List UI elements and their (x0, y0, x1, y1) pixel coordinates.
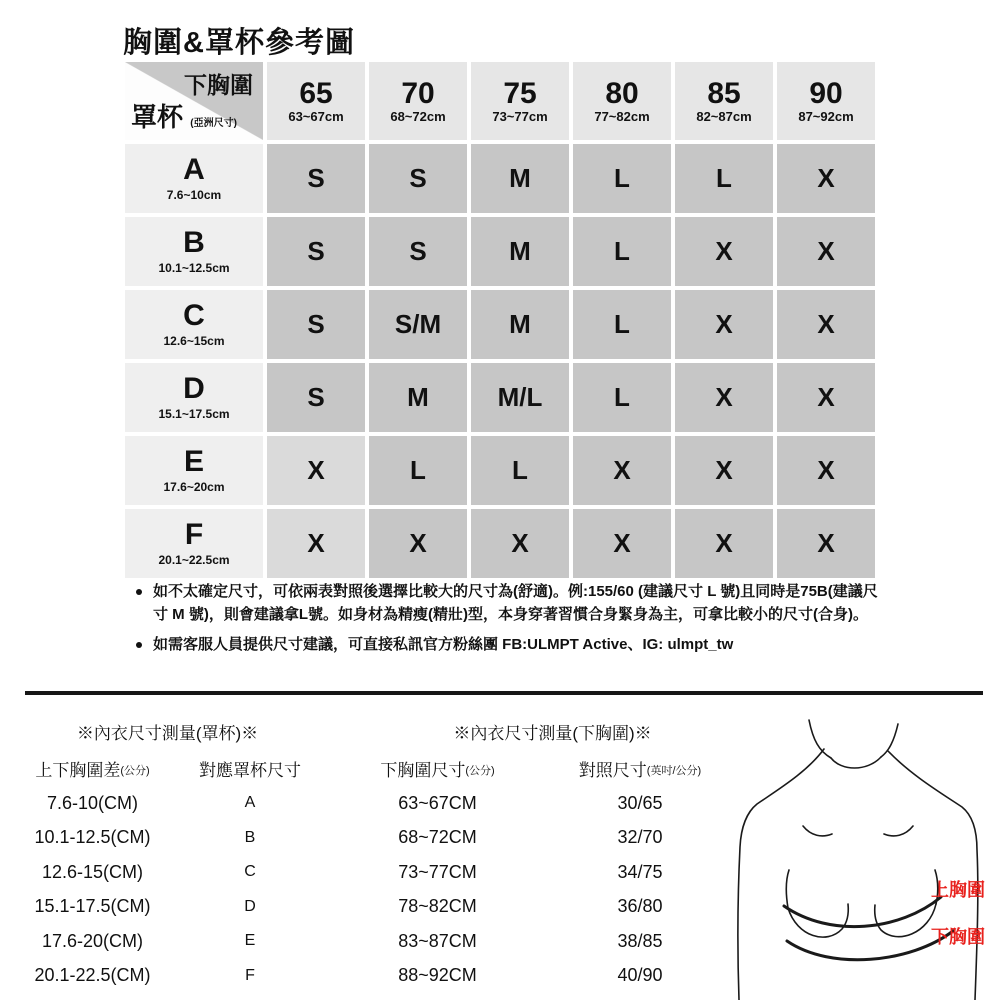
row-header-cup-b (125, 217, 263, 286)
cell-a-65: S (267, 144, 365, 213)
row-header-cup-c (125, 290, 263, 359)
cup-letter: E (183, 445, 204, 478)
cell-c-75: M (471, 290, 569, 359)
cup-value: F (245, 966, 255, 984)
cell-b-70: S (369, 217, 467, 286)
range-value: 63~67CM (398, 792, 477, 813)
bullet-dot (136, 589, 142, 595)
col-range: 77~82cm (594, 109, 650, 125)
notes-list (134, 581, 882, 665)
cup-axis-label (131, 97, 237, 134)
col-header-70 (369, 62, 467, 140)
header-text: 下胸圍尺寸 (380, 760, 466, 780)
underbust-axis-label: 下胸圍 (184, 72, 253, 98)
cell-a-85: L (675, 144, 773, 213)
col-size: 75 (503, 76, 537, 110)
col-size: 90 (809, 76, 843, 110)
cup-value: B (244, 828, 256, 846)
diff-value: 7.6-10(CM) (46, 792, 139, 813)
cup-value: C (244, 863, 256, 881)
range-value: 88~92CM (398, 965, 477, 986)
size-value: 38/85 (617, 930, 663, 951)
cup-value: A (244, 794, 256, 812)
col-header-85 (675, 62, 773, 140)
col-range: 63~67cm (288, 109, 344, 125)
col-header-75 (471, 62, 569, 140)
cell-f-75: X (471, 509, 569, 578)
cup-measure-table (10, 712, 325, 993)
cell-d-80: L (573, 363, 671, 432)
header-text: 對照尺寸 (578, 760, 647, 780)
size-value: 40/90 (617, 965, 663, 986)
note-text: 如需客服人員提供尺寸建議，可直接私訊官方粉絲團 FB:ULMPT Active、IG: ulmpt_tw (153, 636, 734, 653)
body-figure (725, 700, 995, 1000)
cup-letter: D (183, 372, 205, 405)
cell-e-90: X (777, 436, 875, 505)
row-header-cup-d (125, 363, 263, 432)
underbust-col1-header (350, 750, 525, 786)
col-range: 73~77cm (492, 109, 548, 125)
cup-measure-col1-header (10, 750, 175, 786)
col-header-80 (573, 62, 671, 140)
cell-a-75: M (471, 144, 569, 213)
cup-value: D (244, 897, 256, 915)
cell-c-70: S/M (369, 290, 467, 359)
size-value: 36/80 (617, 896, 663, 917)
cell-d-65: S (267, 363, 365, 432)
cell-d-70: M (369, 363, 467, 432)
cell-b-75: M (471, 217, 569, 286)
header-unit: (公分) (465, 765, 495, 777)
upper-bust-label: 上胸圍 (931, 880, 985, 900)
header-unit: (公分) (120, 765, 150, 777)
cell-f-90: X (777, 509, 875, 578)
underbust-col2-header (525, 750, 755, 786)
row-header-cup-a (125, 144, 263, 213)
range-value: 68~72CM (398, 827, 477, 848)
page-title: 胸圍&罩杯參考圖 (123, 27, 355, 59)
cell-e-70: L (369, 436, 467, 505)
diff-value: 10.1-12.5(CM) (34, 827, 151, 848)
size-value: 30/65 (617, 792, 663, 813)
row-header-cup-f (125, 509, 263, 578)
cell-f-65: X (267, 509, 365, 578)
cell-a-70: S (369, 144, 467, 213)
cup-range: 20.1~22.5cm (158, 553, 230, 567)
header-text: 上下胸圍差 (35, 760, 121, 780)
col-header-90 (777, 62, 875, 140)
row-header-cup-e (125, 436, 263, 505)
col-size: 85 (707, 76, 741, 110)
cup-range: 12.6~15cm (163, 334, 225, 348)
cup-measure-col2-header (175, 750, 325, 786)
cell-e-85: X (675, 436, 773, 505)
diff-value: 12.6-15(CM) (41, 861, 144, 882)
header-text: 對應罩杯尺寸 (199, 760, 301, 780)
col-range: 82~87cm (696, 109, 752, 125)
cell-b-90: X (777, 217, 875, 286)
asia-size-note: (亞洲尺寸) (190, 118, 237, 129)
underbust-measure-table (350, 712, 755, 993)
col-header-65 (267, 62, 365, 140)
header-unit: (英吋/公分) (646, 765, 702, 777)
cell-d-90: X (777, 363, 875, 432)
note-text: 如不太確定尺寸，可依兩表對照後選擇比較大的尺寸為(舒適)。例:155/60 (建議尺寸 L 號)且同時是75B(建議尺寸 M 號)，則會建議拿L號。如身材為精瘦(精壯)型，本身穿著習慣合身緊身為主，可拿比較小的尺寸(合身)。 (153, 583, 878, 623)
lower-bust-label: 下胸圍 (931, 927, 985, 947)
cup-axis-text: 罩杯 (131, 102, 184, 132)
cell-d-75: M/L (471, 363, 569, 432)
bullet-dot (136, 642, 142, 648)
cell-a-90: X (777, 144, 875, 213)
size-value: 32/70 (617, 827, 663, 848)
cup-letter: C (183, 299, 205, 332)
size-value: 34/75 (617, 861, 663, 882)
cup-range: 7.6~10cm (166, 188, 222, 202)
cup-value: E (244, 932, 256, 950)
cell-c-85: X (675, 290, 773, 359)
underbust-measure-title: ※內衣尺寸測量(下胸圍)※ (453, 723, 652, 743)
cell-a-80: L (573, 144, 671, 213)
cell-f-85: X (675, 509, 773, 578)
cell-c-90: X (777, 290, 875, 359)
cup-letter: F (184, 518, 204, 551)
cup-range: 10.1~12.5cm (158, 261, 230, 275)
cup-letter: B (183, 226, 205, 259)
range-value: 73~77CM (398, 861, 477, 882)
cup-range: 15.1~17.5cm (158, 407, 230, 421)
cell-b-85: X (675, 217, 773, 286)
cell-c-65: S (267, 290, 365, 359)
col-size: 65 (299, 76, 333, 110)
torso-illustration (725, 700, 995, 1000)
diff-value: 15.1-17.5(CM) (34, 896, 151, 917)
cup-range: 17.6~20cm (163, 480, 225, 494)
cup-measure-title: ※內衣尺寸測量(罩杯)※ (76, 723, 259, 743)
diff-value: 17.6-20(CM) (41, 930, 144, 951)
cell-b-80: L (573, 217, 671, 286)
cell-c-80: L (573, 290, 671, 359)
cell-f-70: X (369, 509, 467, 578)
cell-e-65: X (267, 436, 365, 505)
size-chart-table (125, 62, 875, 578)
cup-letter: A (183, 153, 205, 186)
cell-d-85: X (675, 363, 773, 432)
section-divider (25, 691, 983, 695)
col-range: 68~72cm (390, 109, 446, 125)
col-size: 70 (401, 76, 435, 110)
corner-cell (125, 62, 263, 140)
range-value: 78~82CM (398, 896, 477, 917)
diff-value: 20.1-22.5(CM) (34, 965, 151, 986)
cell-e-75: L (471, 436, 569, 505)
cell-f-80: X (573, 509, 671, 578)
note-item (134, 634, 882, 657)
col-range: 87~92cm (798, 109, 854, 125)
col-size: 80 (605, 76, 639, 110)
cell-b-65: S (267, 217, 365, 286)
range-value: 83~87CM (398, 930, 477, 951)
cell-e-80: X (573, 436, 671, 505)
note-item (134, 581, 882, 626)
